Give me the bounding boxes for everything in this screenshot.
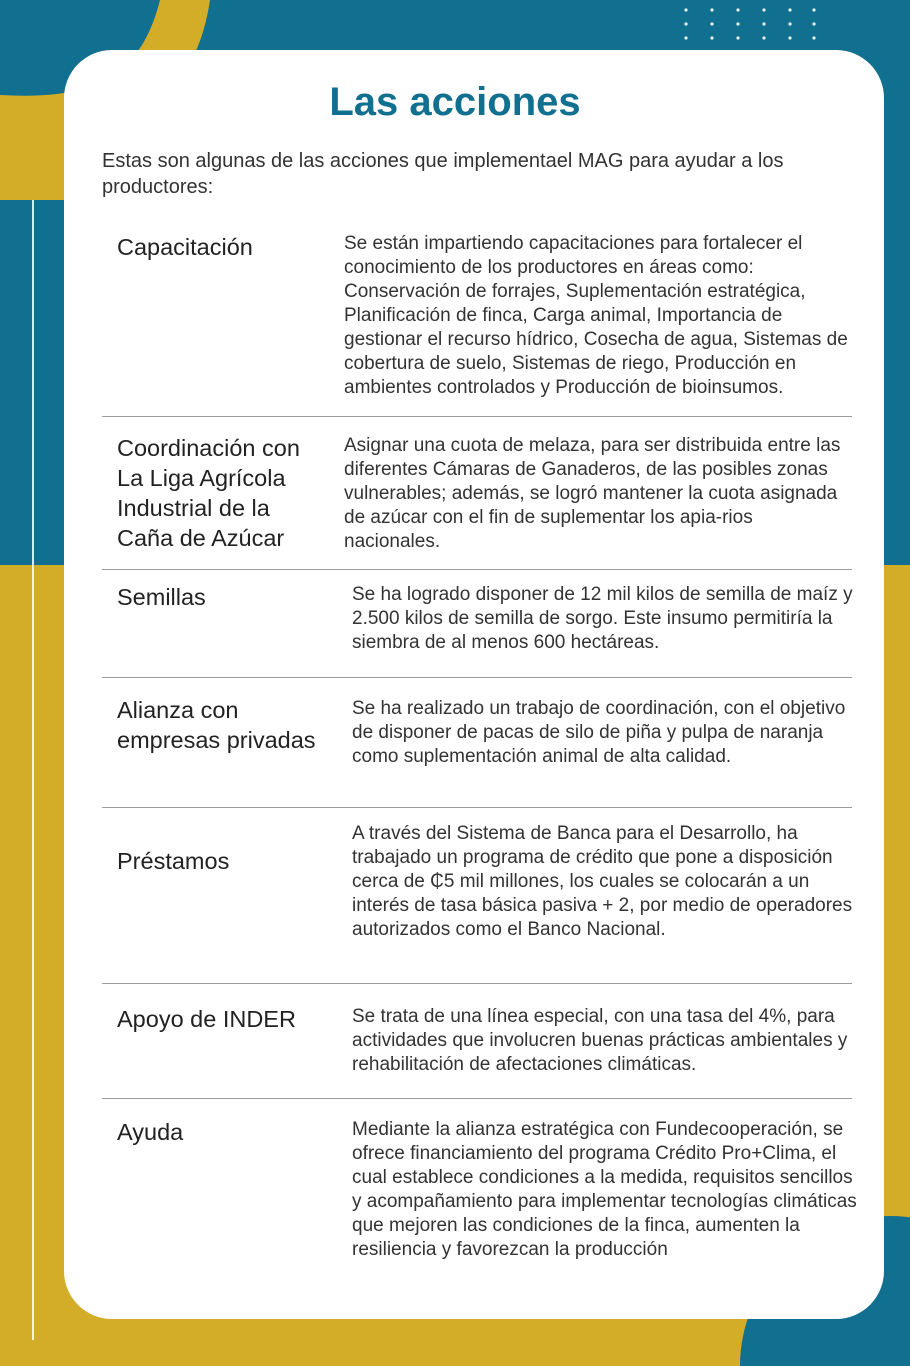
action-description: Mediante la alianza estratégica con Fundecooperación, se ofrece financiamiento del programa Crédito Pro+Clima, el cual establece condiciones a la medida, requisitos sencillos y acompañamiento para implementar tecnologías climáticas que mejoren las condiciones de la finca, aumenten la resiliencia y favorezcan la producción: [352, 1119, 857, 1260]
action-description: Se trata de una línea especial, con una tasa del 4%, para actividades que involucren buenas prácticas ambientales y rehabilitación de afectaciones climáticas.: [352, 1006, 848, 1075]
intro-text: Estas son algunas de las acciones que implementael MAG para ayudar a los productores:: [102, 150, 784, 198]
action-description: A través del Sistema de Banca para el Desarrollo, ha trabajado un programa de crédito que pone a disposición cerca de ₵5 mil millones, los cuales se colocarán a un interés de tasa básica pasiva + 2, por medio de operadores autorizados como el Banco Nacional.: [352, 823, 853, 940]
action-label: Alianza con empresas privadas: [117, 697, 316, 753]
action-label: Coordinación con La Liga Agrícola Industrial de la Caña de Azúcar: [117, 435, 300, 551]
action-row-inder: [102, 984, 852, 1099]
action-row-semillas: [102, 570, 852, 678]
action-description: Asignar una cuota de melaza, para ser distribuida entre las diferentes Cámaras de Ganaderos, de las posibles zonas vulnerables; además, se logró mantener la cuota asignada de azúcar con el fin de suplementar los apia-rios nacionales.: [344, 435, 841, 552]
action-row-capacitacion: [102, 220, 852, 417]
action-label: Capacitación: [117, 234, 253, 260]
action-row-coordinacion: [102, 417, 852, 570]
action-label: Préstamos: [117, 848, 230, 874]
action-label: Apoyo de INDER: [117, 1006, 296, 1032]
action-row-alianza: [102, 678, 852, 808]
action-description: Se ha logrado disponer de 12 mil kilos de semilla de maíz y 2.500 kilos de semilla de sorgo. Este insumo permitiría la siembra de al menos 600 hectáreas.: [352, 584, 853, 653]
action-row-prestamos: [102, 808, 852, 984]
action-label: Ayuda: [117, 1119, 184, 1145]
action-description: Se ha realizado un trabajo de coordinación, con el objetivo de disponer de pacas de silo de piña y pulpa de naranja como suplementación animal de alta calidad.: [352, 698, 846, 767]
page-title: Las acciones: [329, 80, 581, 124]
action-row-ayuda: [102, 1099, 857, 1299]
action-label: Semillas: [117, 584, 206, 610]
action-description: Se están impartiendo capacitaciones para fortalecer el conocimiento de los productores en áreas como: Conservación de forrajes, Suplementación estratégica, Planificación de finca, Carga animal, Importancia de gestionar el recurso hídrico, Cosecha de agua, Sistemas de cobertura de suelo, Sistemas de riego, Producción en ambientes controlados y Producción de bioinsumos.: [344, 233, 848, 398]
